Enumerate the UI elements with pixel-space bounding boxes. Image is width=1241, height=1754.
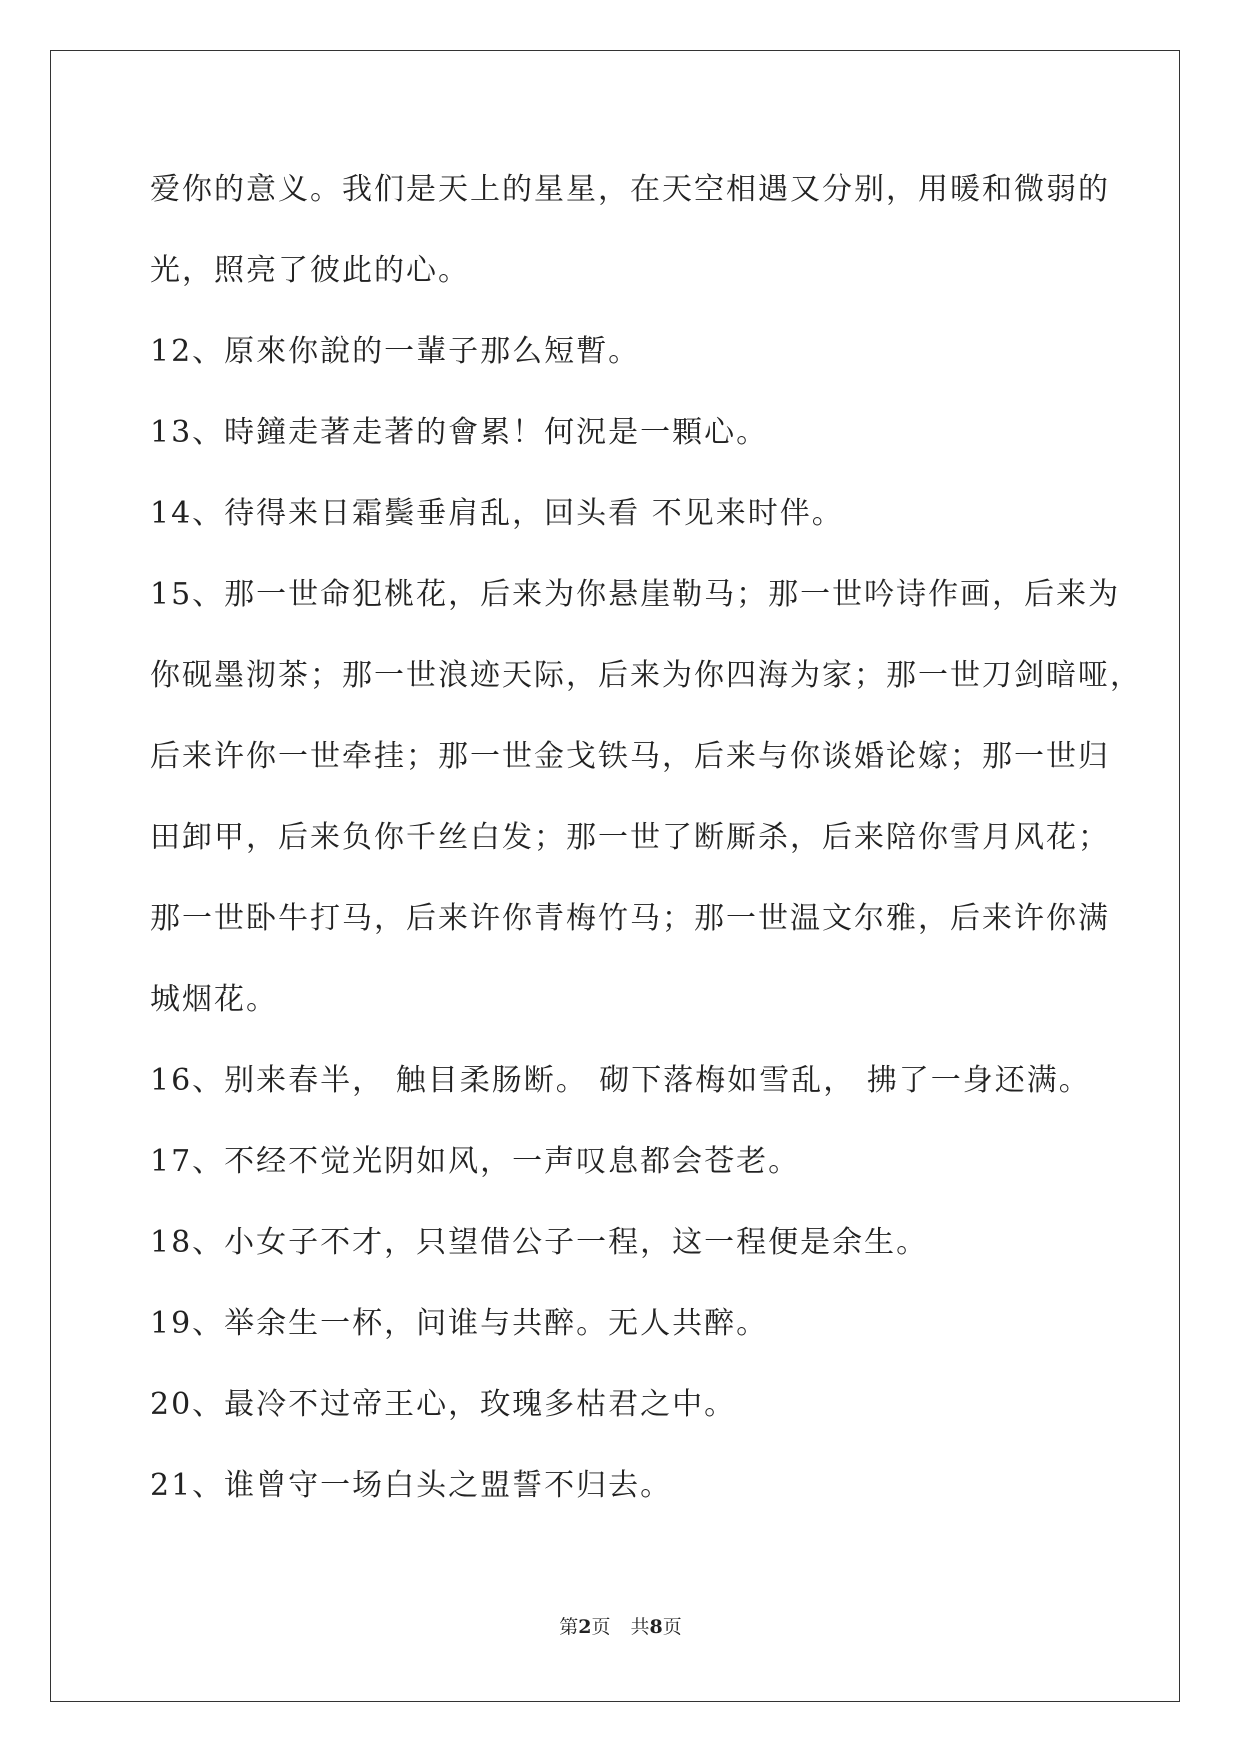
- text-line: 你砚墨沏茶；那一世浪迹天际，后来为你四海为家；那一世刀剑暗哑，: [150, 658, 1142, 693]
- text-line: 18、小女子不才，只望借公子一程，这一程便是余生。: [150, 1225, 929, 1260]
- page-footer: [0, 1612, 1241, 1639]
- text-line: 14、待得来日霜鬓垂肩乱，回头看 不见来时伴。: [150, 496, 844, 531]
- text-line: 12、原來你說的一輩子那么短暫。: [150, 334, 641, 369]
- total-suffix: 页: [662, 1616, 682, 1638]
- page-number: 2: [578, 1616, 592, 1638]
- document-body: [150, 158, 1142, 1535]
- page-prefix: 第: [559, 1616, 579, 1638]
- text-line: 爱你的意义。我们是天上的星星，在天空相遇又分别，用暖和微弱的: [150, 172, 1110, 207]
- text-line: 21、谁曾守一场白头之盟誓不归去。: [150, 1468, 673, 1503]
- text-line: 16、别来春半， 触目柔肠断。 砌下落梅如雪乱， 拂了一身还满。: [150, 1063, 1091, 1098]
- total-prefix: 共: [630, 1616, 650, 1638]
- text-line: 15、那一世命犯桃花，后来为你悬崖勒马；那一世吟诗作画，后来为: [150, 577, 1121, 612]
- text-line: 田卸甲，后来负你千丝白发；那一世了断厮杀，后来陪你雪月风花；: [150, 820, 1110, 855]
- text-line: 光，照亮了彼此的心。: [150, 253, 470, 288]
- text-line: 后来许你一世牵挂；那一世金戈铁马，后来与你谈婚论嫁；那一世归: [150, 739, 1110, 774]
- text-line: 17、不经不觉光阴如风，一声叹息都会苍老。: [150, 1144, 801, 1179]
- page-suffix: 页: [591, 1616, 611, 1638]
- text-line: 那一世卧牛打马，后来许你青梅竹马；那一世温文尔雅，后来许你满: [150, 901, 1110, 936]
- text-line: 20、最冷不过帝王心，玫瑰多枯君之中。: [150, 1387, 737, 1422]
- text-line: 城烟花。: [150, 982, 278, 1017]
- text-line: 19、举余生一杯，问谁与共醉。无人共醉。: [150, 1306, 769, 1341]
- text-line: 13、時鐘走著走著的會累！何況是一顆心。: [150, 415, 769, 450]
- total-pages: 8: [649, 1616, 663, 1638]
